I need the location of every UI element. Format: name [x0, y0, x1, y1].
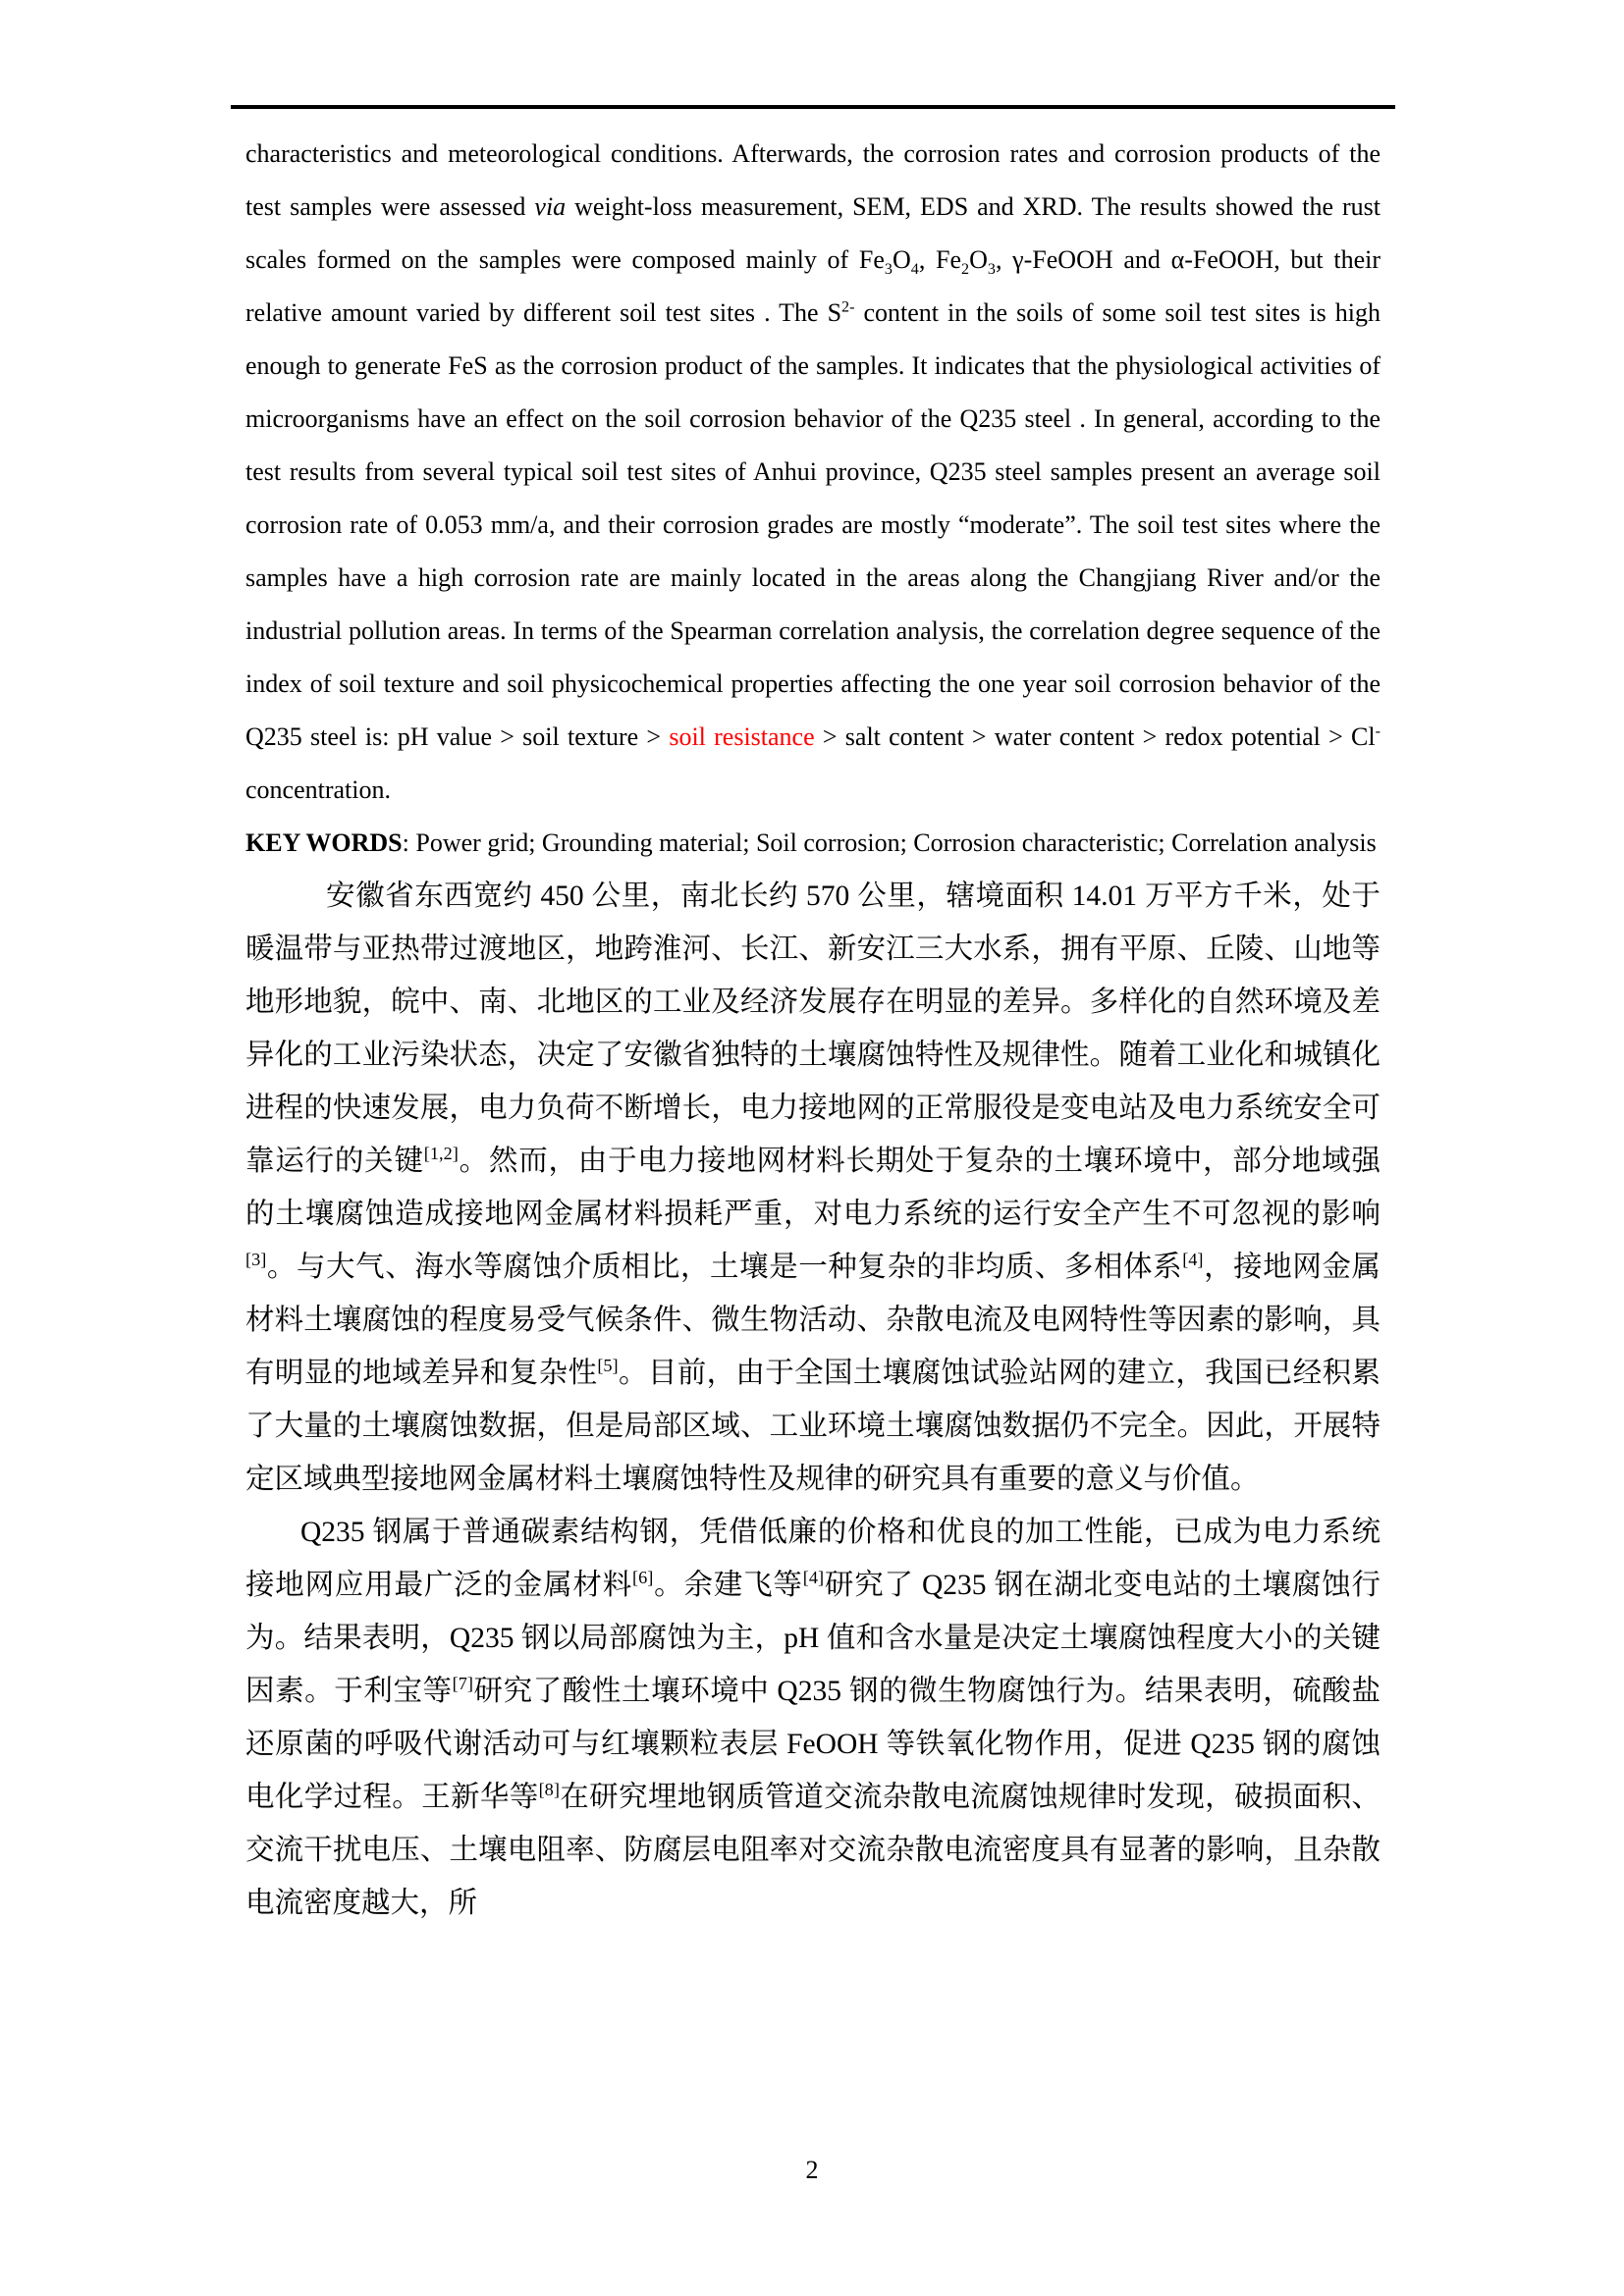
text-segment: 研究了 Q235 钢在湖北变电站的土壤腐蚀行为。结果表明，Q235 钢以局部腐蚀为主，pH 值和含水量是决定土壤腐蚀程度大小的关键因素。于利宝等	[245, 1570, 1380, 1707]
text-segment: Q235 钢属于普通碳素结构钢，凭借低廉的价格和优良的加工性能，已成为电力系统接地网应用最广泛的金属材料	[245, 1517, 1380, 1601]
text-segment: 3	[987, 261, 996, 279]
text-segment: [1,2]	[423, 1144, 459, 1164]
text-segment: 。然而，由于电力接地网材料长期处于复杂的土壤环境中，部分地域强的土壤腐蚀造成接地网金属材料损耗严重，对电力系统的运行安全产生不可忽视的影响	[245, 1146, 1380, 1230]
text-segment: 。余建飞等	[653, 1570, 803, 1601]
text-segment: , Fe	[918, 245, 962, 274]
text-segment: [6]	[632, 1568, 654, 1588]
text-segment: ，接地网金属材料土壤腐蚀的程度易受气候条件、微生物活动、杂散电流及电网特性等因素的影响，具有明显的地域差异和复杂性	[245, 1252, 1380, 1389]
keywords-paragraph	[245, 817, 1380, 870]
text-segment: [5]	[597, 1356, 619, 1376]
text-segment: via	[534, 192, 567, 221]
text-segment: 3	[884, 261, 893, 279]
text-segment: -	[1375, 722, 1380, 740]
text-segment: , γ-FeOOH and α-FeOOH, but their relative amount varied by different soil test sites . The S	[245, 245, 1380, 327]
text-segment: 。与大气、海水等腐蚀介质相比，土壤是一种复杂的非均质、多相体系	[266, 1252, 1183, 1283]
text-segment: concentration.	[245, 775, 391, 804]
intro-paragraph-q235	[245, 1506, 1380, 1930]
text-segment: content in the soils of some soil test sites is high enough to generate FeS as the corrosion product of the samples. It indicates that the physiological activities of microorganisms have an effect on the soil corrosion behavior of the Q235 steel . In general, according to the test results from several typical soil test sites of Anhui province, Q235 steel samples present an average soil corrosion rate of 0.053 mm/a, and their corrosion grades are mostly “moderate”. The soil test sites where the samples have a high corrosion rate are mainly located in the areas along the Changjiang River and/or the industrial pollution areas. In terms of the Spearman correlation analysis, the correlation degree sequence of the index of soil texture and soil physicochemical properties affecting the one year soil corrosion behavior of the Q235 steel is: pH value > soil texture >	[245, 298, 1380, 751]
header-rule	[231, 105, 1395, 109]
text-segment: 。目前，由于全国土壤腐蚀试验站网的建立，我国已经积累了大量的土壤腐蚀数据，但是局部区域、工业环境土壤腐蚀数据仍不完全。因此，开展特定区域典型接地网金属材料土壤腐蚀特性及规律的研究具有重要的意义与价值。	[245, 1358, 1380, 1495]
text-segment: weight-loss measurement, SEM, EDS and XRD. The results showed the rust scales formed on the samples were composed mainly of Fe	[245, 192, 1380, 274]
text-segment: [8]	[538, 1780, 560, 1800]
text-segment: > salt content > water content > redox potential > Cl	[814, 722, 1376, 751]
text-segment: : Power grid; Grounding material; Soil corrosion; Corrosion characteristic; Correlation analysis	[402, 828, 1377, 857]
text-segment: 安徽省东西宽约 450 公里，南北长约 570 公里，辖境面积 14.01 万平方千米，处于暖温带与亚热带过渡地区，地跨淮河、长江、新安江三大水系，拥有平原、丘陵、山地等地形地貌，皖中、南、北地区的工业及经济发展存在明显的差异。多样化的自然环境及差异化的工业污染状态，决定了安徽省独特的土壤腐蚀特性及规律性。随着工业化和城镇化进程的快速发展，电力负荷不断增长，电力接地网的正常服役是变电站及电力系统安全可靠运行的关键	[245, 881, 1380, 1177]
text-segment: 2-	[841, 298, 855, 316]
text-segment: [3]	[245, 1250, 267, 1270]
abstract-paragraph	[245, 128, 1380, 817]
text-segment: O	[892, 245, 911, 274]
text-segment: [7]	[452, 1674, 473, 1694]
text-segment: [4]	[1182, 1250, 1204, 1270]
page-content	[245, 128, 1380, 1930]
text-segment: 4	[910, 261, 919, 279]
text-segment: soil resistance	[669, 722, 815, 751]
text-segment: characteristics and meteorological conditions. Afterwards, the corrosion rates and corrosion products of the test samples were assessed	[245, 139, 1380, 221]
text-segment: 研究了酸性土壤环境中 Q235 钢的微生物腐蚀行为。结果表明，硫酸盐还原菌的呼吸代谢活动可与红壤颗粒表层 FeOOH 等铁氧化物作用，促进 Q235 钢的腐蚀电化学过程。王新华等	[245, 1676, 1380, 1813]
text-segment: O	[969, 245, 988, 274]
text-segment: 2	[961, 261, 970, 279]
text-segment: [4]	[802, 1568, 825, 1588]
page-number: 2	[805, 2156, 819, 2184]
text-segment: KEY WORDS	[245, 828, 403, 857]
text-segment: 在研究埋地钢质管道交流杂散电流腐蚀规律时发现，破损面积、交流干扰电压、土壤电阻率、防腐层电阻率对交流杂散电流密度具有显著的影响，且杂散电流密度越大，所	[245, 1782, 1380, 1919]
intro-paragraph-province	[245, 870, 1380, 1506]
